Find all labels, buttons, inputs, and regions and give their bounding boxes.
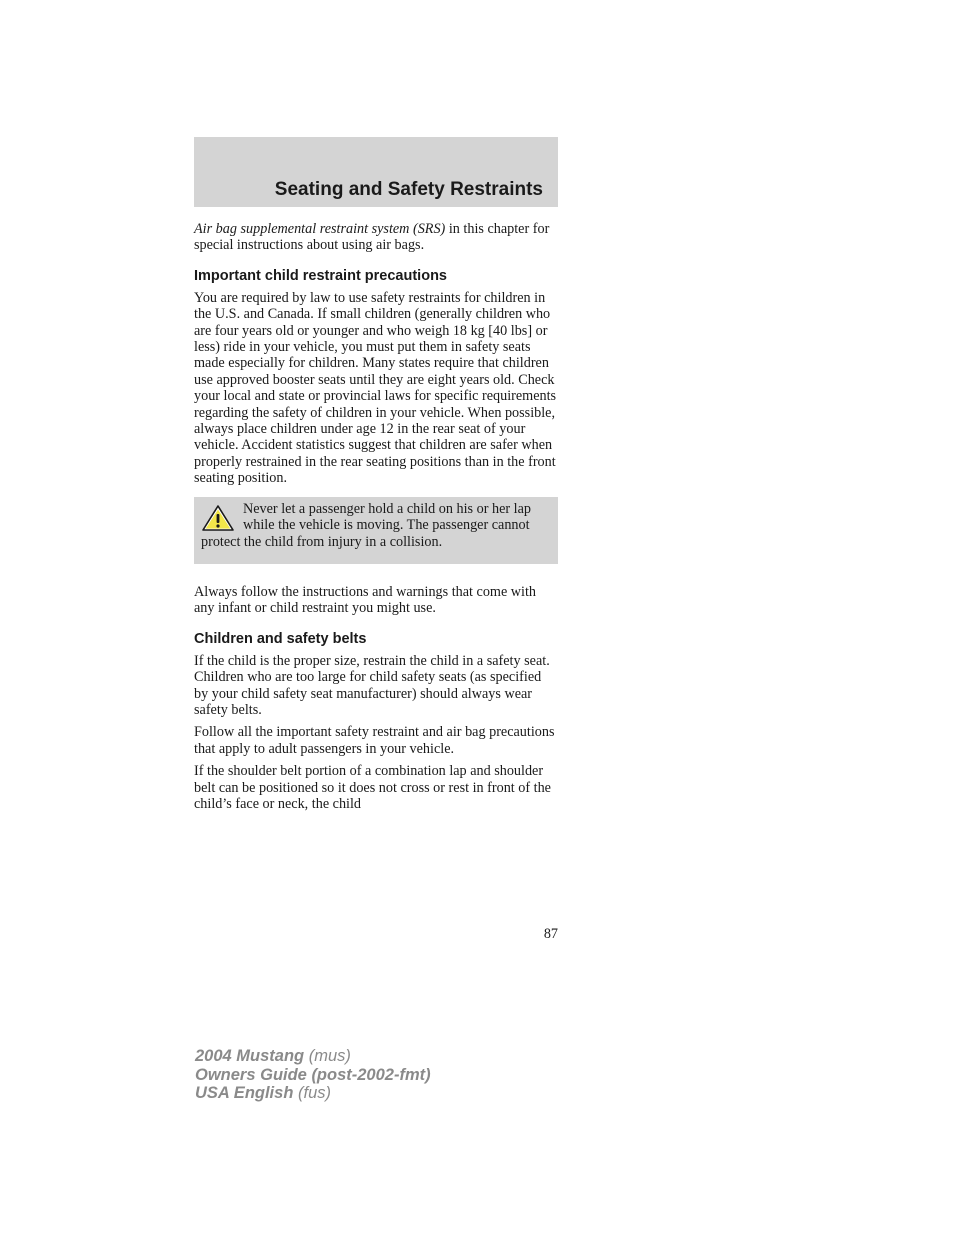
follow-instructions-paragraph: Always follow the instructions and warnings that come with any infant or child restraint you might use. bbox=[194, 583, 537, 617]
safety-belts-paragraph-1: If the child is the proper size, restrain the child in a safety seat. Children who are too large for child safety seats (as specified by your child safety seat manufacturer) should always wear safety belts. bbox=[194, 652, 550, 718]
chapter-header-band bbox=[194, 137, 558, 207]
intro-paragraph bbox=[194, 221, 558, 254]
warning-box bbox=[194, 497, 558, 564]
document-footer bbox=[195, 1047, 431, 1103]
chapter-title: Seating and Safety Restraints bbox=[274, 179, 543, 200]
warning-triangle-icon bbox=[201, 504, 235, 532]
footer-line-model: 2004 Mustang (mus) bbox=[195, 1047, 351, 1065]
intro-reference: Air bag supplemental restraint system (SRS) bbox=[194, 221, 446, 237]
safety-belts-paragraph-2: Follow all the important safety restraint and air bag precautions that apply to adult passengers in your vehicle. bbox=[194, 724, 555, 757]
page-content bbox=[194, 221, 558, 818]
child-restraint-paragraph: You are required by law to use safety restraints for children in the U.S. and Canada. If small children (generally children who are four years old or younger and who weigh 18 kg [40 lbs] or less) ride in your vehicle, you must put them in safety seats made especially for children. Many states require that children use approved booster seats until they are eight years old. Check your local and state or provincial laws for specific requirements regarding the safety of children in your vehicle. When possible, always place children under age 12 in the rear seat of your vehicle. Accident statistics suggest that children are safer when properly restrained in the rear seating positions than in the front seating position. bbox=[194, 289, 557, 487]
warning-text: Never let a passenger hold a child on his or her lap while the vehicle is moving. The passenger cannot protect the child from injury in a collision. bbox=[201, 500, 531, 550]
section-heading-safety-belts: Children and safety belts bbox=[194, 630, 367, 647]
footer-line-language: USA English (fus) bbox=[195, 1084, 331, 1102]
safety-belts-paragraph-3: If the shoulder belt portion of a combination lap and shoulder belt can be positioned so it does not cross or rest in front of the child’s face or neck, the child bbox=[194, 763, 551, 812]
intro-text: in this chapter for special instructions about using air bags. bbox=[194, 221, 550, 254]
page-number: 87 bbox=[543, 926, 558, 942]
footer-line-guide: Owners Guide (post-2002-fmt) bbox=[195, 1065, 431, 1084]
section-heading-child-restraint: Important child restraint precautions bbox=[194, 267, 447, 284]
